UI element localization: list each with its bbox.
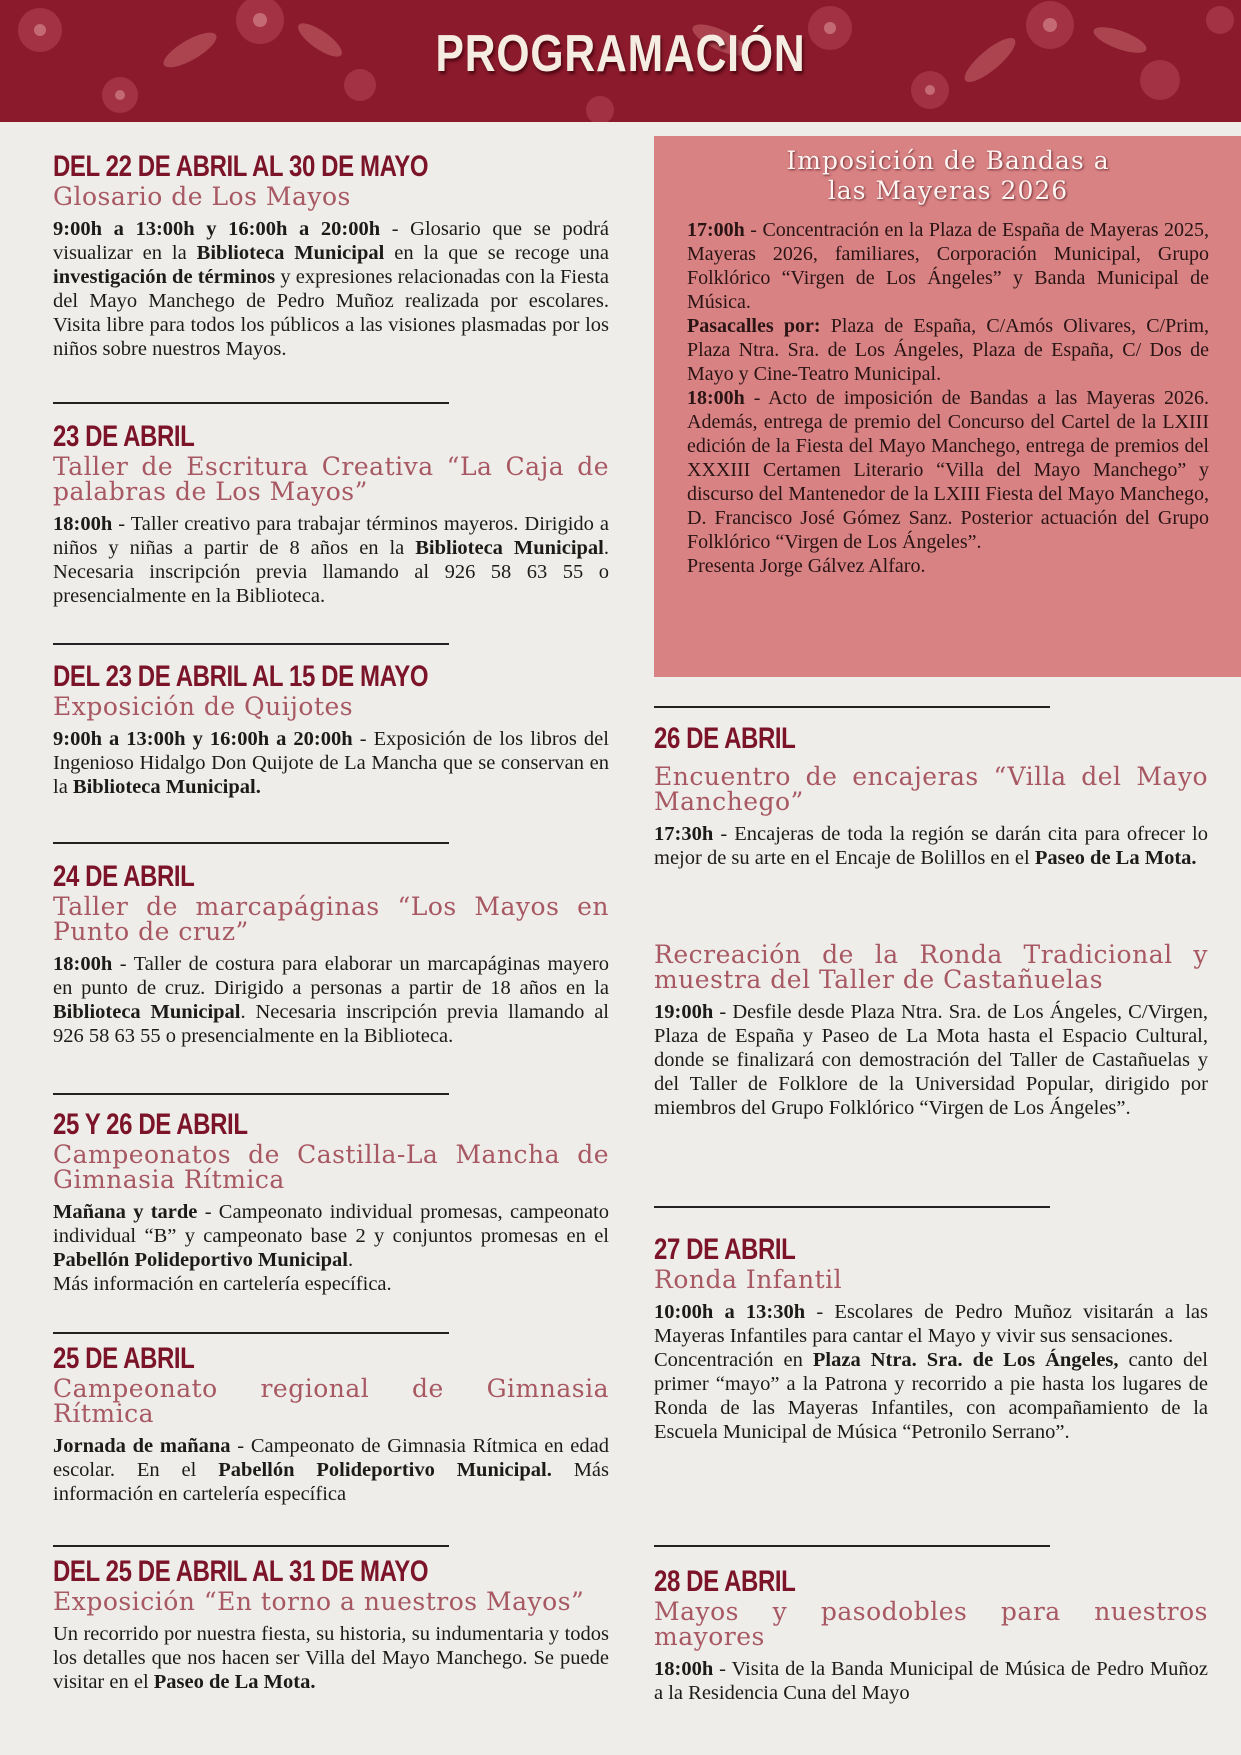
event-glosario [53, 150, 609, 361]
event-body: Un recorrido por nuestra fiesta, su historia, su indumentaria y todos los detalles que nos hacen ser Villa del Mayo Manchego. Se puede visitar en el Paseo de La Mota. [53, 1623, 609, 1693]
event-ronda-infantil [654, 1233, 1208, 1444]
event-date: 23 DE ABRIL [53, 420, 195, 453]
event-mayos-pasodobles [654, 1565, 1208, 1705]
event-title: Campeonato regional de Gimnasia Rítmica [53, 1374, 609, 1428]
page-title: PROGRAMACIÓN [435, 25, 806, 83]
divider [53, 643, 449, 645]
divider [53, 842, 449, 844]
event-marcapaginas [53, 860, 609, 1048]
event-body: 17:30h - Encajeras de toda la región se darán cita para ofrecer lo mejor de su arte en el Encaje de Bolillos en el Paseo de La Mota. [654, 823, 1208, 869]
event-title: Taller de marcapáginas “Los Mayos en Punto de cruz” [53, 892, 609, 946]
event-body: 18:00h - Taller creativo para trabajar términos mayeros. Dirigido a niños y niñas a partir de 8 años en la Biblioteca Municipal. Necesaria inscripción previa llamando al 926 58 63 55 o presencialmente en la Biblioteca. [53, 513, 609, 607]
event-date: 25 Y 26 DE ABRIL [53, 1108, 248, 1141]
event-title: Taller de Escritura Creativa “La Caja de palabras de Los Mayos” [53, 452, 609, 506]
event-quijotes [53, 660, 609, 799]
event-title: Mayos y pasodobles para nuestros mayores [654, 1597, 1208, 1651]
event-title: Exposición “En torno a nuestros Mayos” [53, 1587, 585, 1616]
event-date: 26 DE ABRIL [654, 722, 796, 755]
event-date: DEL 22 DE ABRIL AL 30 DE MAYO [53, 150, 429, 183]
event-ronda-tradicional [654, 942, 1208, 1120]
event-title: Exposición de Quijotes [53, 692, 354, 721]
event-campeonato-regional [53, 1342, 609, 1506]
event-date: 28 DE ABRIL [654, 1565, 796, 1598]
event-body: 18:00h - Taller de costura para elaborar un marcapáginas mayero en punto de cruz. Dirigido a personas a partir de 18 años en la Biblioteca Municipal. Necesaria inscripción previa llamando al 926 58 63 55 o presencialmente en la Biblioteca. [53, 953, 609, 1047]
event-date: 24 DE ABRIL [53, 860, 195, 893]
event-date: 25 DE ABRIL [53, 1342, 195, 1375]
event-title: Campeonatos de Castilla-La Mancha de Gimnasia Rítmica [53, 1140, 609, 1194]
event-title: Recreación de la Ronda Tradicional y muestra del Taller de Castañuelas [654, 940, 1208, 994]
event-body: 9:00h a 13:00h y 16:00h a 20:00h - Exposición de los libros del Ingenioso Hidalgo Don Quijote de La Mancha que se conservan en la Biblioteca Municipal. [53, 728, 609, 798]
event-body: 19:00h - Desfile desde Plaza Ntra. Sra. de Los Ángeles, C/Virgen, Plaza de España y Paseo de La Mota hasta el Espacio Cultural, donde se finalizará con demostración del Taller de Castañuelas y del Taller de Folklore de la Universidad Popular, dirigido por miembros del Grupo Folklórico “Virgen de Los Ángeles”. [654, 1001, 1208, 1119]
divider [53, 1093, 449, 1095]
highlight-box-bandas [654, 136, 1241, 677]
event-title: Encuentro de encajeras “Villa del Mayo Manchego” [654, 762, 1208, 816]
divider [654, 706, 1050, 708]
event-title: Ronda Infantil [654, 1265, 843, 1294]
event-body: Mañana y tarde - Campeonato individual promesas, campeonato individual “B” y campeonato base 2 y conjuntos promesas en el Pabellón Polideportivo Municipal. Más información en cartelería específica. [53, 1201, 610, 1295]
divider [654, 1545, 1050, 1547]
header-banner [0, 0, 1241, 122]
divider [654, 1206, 1050, 1208]
event-title: Glosario de Los Mayos [53, 182, 351, 211]
event-taller-escritura [53, 420, 609, 608]
event-date: DEL 25 DE ABRIL AL 31 DE MAYO [53, 1555, 429, 1588]
event-date: 27 DE ABRIL [654, 1233, 796, 1266]
event-body: 18:00h - Visita de la Banda Municipal de Música de Pedro Muñoz a la Residencia Cuna del Mayo [654, 1658, 1208, 1704]
event-encajeras [654, 722, 1208, 870]
highlight-body: 17:00h - Concentración en la Plaza de España de Mayeras 2025, Mayeras 2026, familiares, Corporación Municipal, Grupo Folklórico “Virgen de Los Ángeles” y Banda Municipal de Música. Pasacalles por: Plaza de España, C/Amós Olivares, C/Prim, Plaza Ntra. Sra. de Los Ángeles, Plaza de España, C/ Dos de Mayo y Cine-Teatro Municipal. 18:00h - Acto de imposición de Bandas a las Mayeras 2026. Además, entrega de premio del Concurso del Cartel de la LXIII edición de la Fiesta del Mayo Manchego, entrega de premios del XXXIII Certamen Literario “Villa del Mayo Manchego” y discurso del Mantenedor de la LXIII Fiesta del Mayo Manchego, D. Francisco José Gómez Sanz. Posterior actuación del Grupo Folklórico “Virgen de Los Ángeles”. Presenta Jorge Gálvez Alfaro. [687, 219, 1209, 577]
divider [53, 1545, 449, 1547]
event-body: 10:00h a 13:30h - Escolares de Pedro Muñoz visitarán a las Mayeras Infantiles para cantar el Mayo y vivir sus sensaciones. Concentración en Plaza Ntra. Sra. de Los Ángeles, canto del primer “mayo” a la Patrona y recorrido a pie hasta los lugares de Ronda de las Mayeras Infantiles, con acompañamiento de la Escuela Municipal de Música “Petronilo Serrano”. [654, 1301, 1208, 1443]
divider [53, 1332, 449, 1334]
event-campeonatos-clm [53, 1108, 609, 1296]
event-exposicion-mayos [53, 1555, 609, 1694]
divider [53, 402, 449, 404]
highlight-title: Imposición de Bandas a las Mayeras 2026 [786, 146, 1110, 205]
event-body: 9:00h a 13:00h y 16:00h a 20:00h - Glosario que se podrá visualizar en la Biblioteca Municipal en la que se recoge una investigación de términos y expresiones relacionadas con la Fiesta del Mayo Manchego de Pedro Muñoz realizada por escolares. Visita libre para todos los públicos a las visiones plasmadas por los niños sobre nuestros Mayos. [53, 218, 609, 360]
event-body: Jornada de mañana - Campeonato de Gimnasia Rítmica en edad escolar. En el Pabellón Polideportivo Municipal. Más información en cartelería específica [53, 1435, 609, 1505]
event-date: DEL 23 DE ABRIL AL 15 DE MAYO [53, 660, 429, 693]
